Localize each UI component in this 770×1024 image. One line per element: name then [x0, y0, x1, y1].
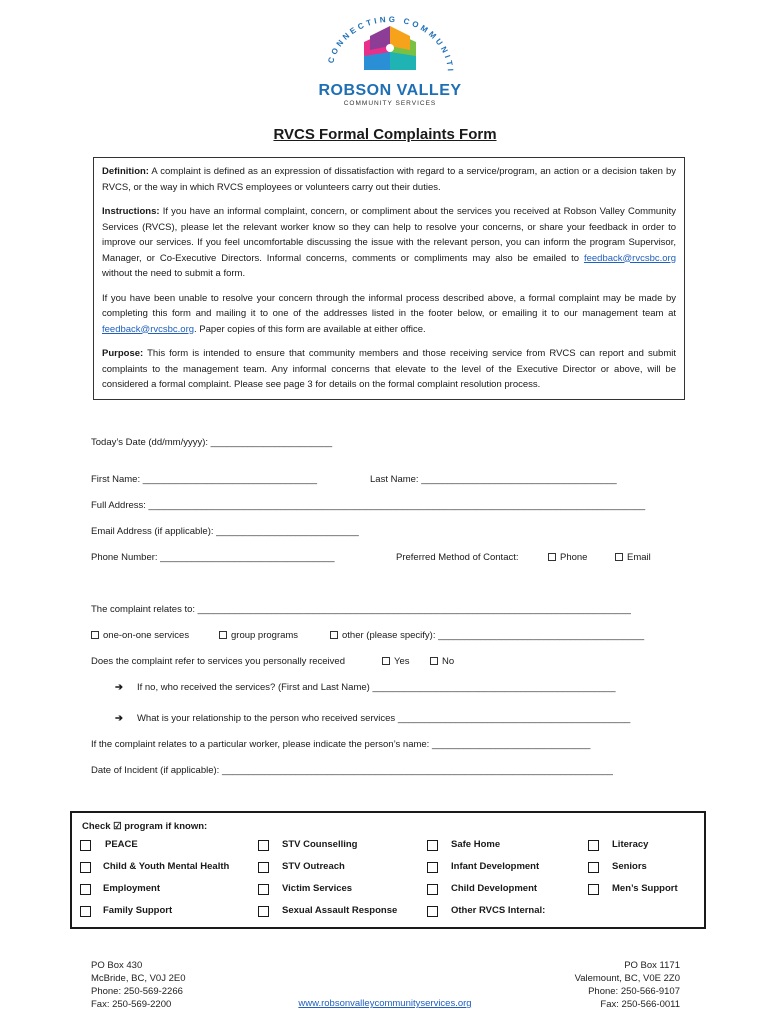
personally-received-question: Does the complaint refer to services you personally received [91, 656, 345, 667]
checkbox-icon[interactable] [80, 906, 91, 917]
complaint-relates-field[interactable]: The complaint relates to: __________________________________________________________________________________ [91, 604, 631, 615]
checkbox-icon[interactable] [258, 840, 269, 851]
program-checklist-header: Check ☑ program if known: [82, 821, 208, 832]
other-service-option[interactable] [330, 630, 644, 641]
last-name-field[interactable]: Last Name: _____________________________________ [370, 474, 617, 485]
checkbox-icon[interactable] [80, 840, 91, 851]
one-on-one-label: one-on-one services [103, 630, 190, 641]
checkbox-icon[interactable] [80, 862, 91, 873]
checkbox-icon[interactable] [548, 553, 556, 561]
checkbox-icon[interactable] [427, 884, 438, 895]
who-received-field[interactable] [115, 682, 616, 693]
arrow-right-icon: ➔ [115, 713, 123, 724]
feedback-email-link[interactable]: feedback@rvcsbc.org [583, 252, 676, 264]
todays-date-field[interactable]: Today’s Date (dd/mm/yyyy): _______________________ [91, 437, 333, 448]
definition-paragraph [102, 164, 676, 195]
arrow-right-icon: ➔ [115, 682, 123, 693]
feedback-email-link-2[interactable]: feedback@rvcsbc.org [102, 323, 195, 335]
program-safe-home: Safe Home [451, 839, 501, 850]
footer-line: Phone: 250-569-2266 [91, 986, 183, 997]
form-title: RVCS Formal Complaints Form [273, 126, 497, 143]
checkbox-icon[interactable] [258, 884, 269, 895]
program-peace: PEACE [105, 839, 138, 850]
purpose-label: Purpose: [102, 348, 144, 359]
contact-email-option[interactable] [615, 552, 651, 563]
definition-label: Definition: [102, 166, 149, 177]
website-link[interactable]: www.robsonvalleycommunityservices.org [298, 998, 472, 1009]
instructions-label: Instructions: [102, 206, 160, 217]
puzzle-logo-icon [318, 12, 462, 82]
footer-line: Fax: 250-569-2200 [91, 999, 172, 1010]
checkbox-icon[interactable] [427, 862, 438, 873]
group-programs-option[interactable] [219, 630, 298, 641]
program-stv-counselling: STV Counselling [282, 839, 358, 850]
logo-name: ROBSON VALLEY [318, 82, 462, 99]
checkbox-icon[interactable] [615, 553, 623, 561]
worker-name-field[interactable]: If the complaint relates to a particular worker, please indicate the person’s name: ______________________________ [91, 739, 591, 750]
who-received-label: If no, who received the services? (First and Last Name) ______________________________________________ [136, 682, 616, 693]
contact-email-label: Email [627, 552, 651, 563]
logo-arc-text: CONNECTING COMMUNITI [326, 14, 456, 75]
program-other-rvcs-internal: Other RVCS Internal: [451, 905, 546, 916]
other-service-label: other (please specify): _______________________________________ [342, 630, 645, 641]
checkbox-icon[interactable] [588, 884, 599, 895]
program-mens-support: Men’s Support [612, 883, 678, 894]
program-victim-services: Victim Services [282, 883, 353, 894]
footer-line: Fax: 250-566-0011 [600, 999, 680, 1010]
program-employment: Employment [103, 883, 161, 894]
rvcs-logo [318, 12, 462, 110]
phone-number-field[interactable]: Phone Number: _________________________________ [91, 552, 335, 563]
purpose-text: This form is intended to ensure that community members and those receiving service from RVCS can report and submit complaints to the management team. Any informal concerns that elevate to the level of the Executive Director or above, will be considered a formal complaint. Please see page 3 for details on the formal complaint resolution process. [102, 348, 676, 390]
formal-tail: . Paper copies of this form are available at either office. [194, 323, 426, 335]
checkbox-icon[interactable] [80, 884, 91, 895]
first-name-field[interactable]: First Name: _________________________________ [91, 474, 318, 485]
relationship-label: What is your relationship to the person who received services ____________________________________________ [136, 713, 631, 724]
program-checklist [70, 811, 706, 929]
checkbox-icon[interactable] [588, 840, 599, 851]
footer-line: Valemount, BC, V0E 2Z0 [574, 973, 680, 984]
preferred-contact-label: Preferred Method of Contact: [396, 552, 519, 563]
checkbox-icon[interactable] [91, 631, 99, 639]
logo-subtitle: COMMUNITY SERVICES [343, 100, 437, 107]
program-sexual-assault-response: Sexual Assault Response [282, 905, 398, 916]
checkbox-icon[interactable] [258, 906, 269, 917]
intro-box [93, 157, 685, 400]
group-programs-label: group programs [231, 630, 299, 641]
footer-line: PO Box 430 [91, 960, 143, 971]
contact-phone-label: Phone [560, 552, 588, 563]
checkbox-icon[interactable] [382, 657, 390, 665]
email-address-field[interactable]: Email Address (if applicable): ___________________________ [91, 526, 359, 537]
program-literacy: Literacy [612, 839, 649, 850]
personally-received-no[interactable] [430, 656, 454, 667]
checkbox-icon[interactable] [330, 631, 338, 639]
relationship-field[interactable] [115, 713, 630, 724]
incident-date-field[interactable]: Date of Incident (if applicable): __________________________________________________________________________ [91, 765, 613, 776]
program-child-youth-mental-health: Child & Youth Mental Health [103, 861, 230, 872]
footer-line: Phone: 250-566-9107 [588, 986, 680, 997]
footer-line: PO Box 1171 [624, 960, 680, 971]
checkbox-icon[interactable] [427, 906, 438, 917]
instructions-text: If you have an informal complaint, concern, or compliment about the services you received at Robson Valley Community Services (RVCS), please let the relevant worker know so they can help to resolve your concerns, or share your feedback in order to improve our services. If you feel uncomfortable discussing the issue with the relevant person, you can inform the program Supervisor, Manager, or Co-Executive Directors. Informal concerns, comments or compliments may also be emailed to [102, 206, 676, 264]
footer-line: McBride, BC, V0J 2E0 [91, 973, 186, 984]
formal-text: If you have been unable to resolve your concern through the informal process described above, a formal complaint may be made by completing this form and mailing it to one of the addresses listed in the footer below, or emailing it to our management team at [102, 292, 676, 319]
program-infant-development: Infant Development [451, 861, 540, 872]
instructions-tail: without the need to submit a form. [102, 268, 246, 279]
program-family-support: Family Support [103, 905, 173, 916]
checkbox-icon[interactable] [588, 862, 599, 873]
checkbox-icon[interactable] [427, 840, 438, 851]
formal-paragraph [102, 291, 676, 338]
program-child-development: Child Development [451, 883, 538, 894]
checkbox-icon[interactable] [258, 862, 269, 873]
program-seniors: Seniors [612, 861, 647, 872]
purpose-paragraph [102, 346, 676, 393]
definition-text: A complaint is defined as an expression of dissatisfaction with regard to a service/program, an action or a decision taken by RVCS, or the way in which RVCS employees or volunteers carry out their duties. [102, 166, 676, 193]
checkbox-icon[interactable] [430, 657, 438, 665]
checkbox-icon[interactable] [219, 631, 227, 639]
one-on-one-option[interactable] [91, 630, 189, 641]
instructions-paragraph [102, 204, 676, 282]
program-stv-outreach: STV Outreach [282, 861, 345, 872]
full-address-field[interactable]: Full Address: ______________________________________________________________________________________________ [91, 500, 646, 511]
contact-phone-option[interactable] [548, 552, 587, 563]
personally-received-yes[interactable] [382, 656, 410, 667]
yes-label: Yes [394, 656, 410, 667]
no-label: No [442, 656, 455, 667]
